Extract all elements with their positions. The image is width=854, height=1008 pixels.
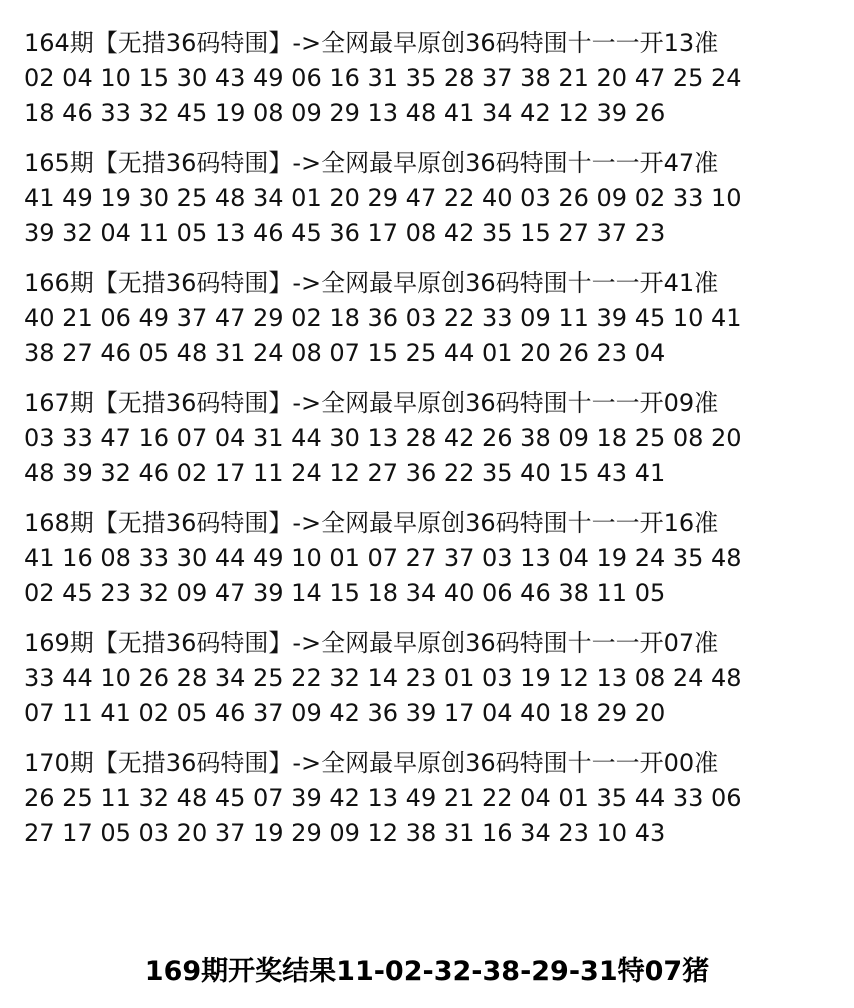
period-block-168 [24,506,830,611]
period-header: 165期【无措36码特围】->全网最早原创36码特围十一一开47准 [24,149,719,177]
number-row: 03 33 47 16 07 04 31 44 30 13 28 42 26 38 09 18 25 08 20 [24,424,742,452]
number-row: 38 27 46 05 48 31 24 08 07 15 25 44 01 20 26 23 04 [24,339,666,367]
draw-result-footer: 169期开奖结果11-02-32-38-29-31特07猪 [144,956,710,987]
number-row: 26 25 11 32 48 45 07 39 42 13 49 21 22 04 01 35 44 33 06 [24,784,742,812]
period-block-167 [24,386,830,491]
period-header: 170期【无措36码特围】->全网最早原创36码特围十一一开00准 [24,749,719,777]
number-row: 07 11 41 02 05 46 37 09 42 36 39 17 04 40 18 29 20 [24,699,666,727]
number-row: 02 45 23 32 09 47 39 14 15 18 34 40 06 46 38 11 05 [24,579,666,607]
period-header: 169期【无措36码特围】->全网最早原创36码特围十一一开07准 [24,629,719,657]
number-row: 18 46 33 32 45 19 08 09 29 13 48 41 34 42 12 39 26 [24,99,666,127]
period-header: 168期【无措36码特围】->全网最早原创36码特围十一一开16准 [24,509,719,537]
period-block-166 [24,266,830,371]
number-row: 48 39 32 46 02 17 11 24 12 27 36 22 35 40 15 43 41 [24,459,666,487]
number-row: 33 44 10 26 28 34 25 22 32 14 23 01 03 19 12 13 08 24 48 [24,664,742,692]
period-block-170 [24,746,830,851]
number-row: 02 04 10 15 30 43 49 06 16 31 35 28 37 38 21 20 47 25 24 [24,64,742,92]
period-block-169 [24,626,830,731]
period-header: 164期【无措36码特围】->全网最早原创36码特围十一一开13准 [24,29,719,57]
number-row: 40 21 06 49 37 47 29 02 18 36 03 22 33 09 11 39 45 10 41 [24,304,742,332]
period-header: 167期【无措36码特围】->全网最早原创36码特围十一一开09准 [24,389,719,417]
number-row: 41 49 19 30 25 48 34 01 20 29 47 22 40 03 26 09 02 33 10 [24,184,742,212]
period-block-164 [24,26,830,131]
prediction-list [24,26,830,866]
number-row: 27 17 05 03 20 37 19 29 09 12 38 31 16 34 23 10 43 [24,819,666,847]
period-block-165 [24,146,830,251]
number-row: 41 16 08 33 30 44 49 10 01 07 27 37 03 13 04 19 24 35 48 [24,544,742,572]
number-row: 39 32 04 11 05 13 46 45 36 17 08 42 35 15 27 37 23 [24,219,666,247]
period-header: 166期【无措36码特围】->全网最早原创36码特围十一一开41准 [24,269,719,297]
